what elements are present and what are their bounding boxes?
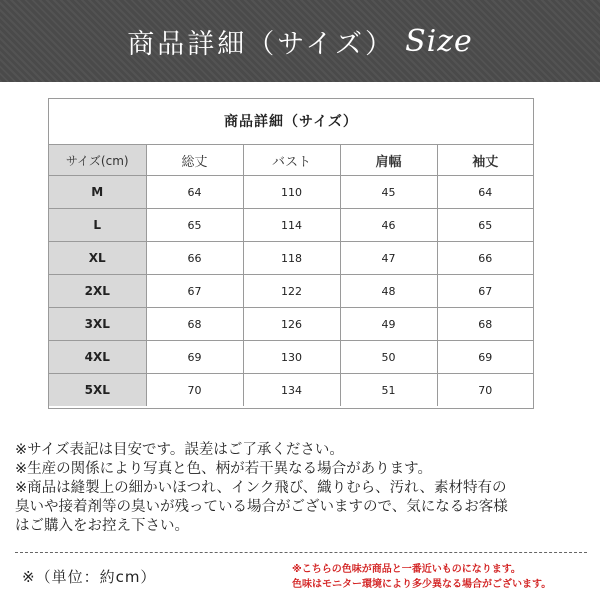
size-cell: 3XL — [49, 308, 146, 341]
table-cell: 126 — [243, 308, 340, 341]
size-cell: M — [49, 176, 146, 209]
table-cell: 45 — [340, 176, 437, 209]
table-row — [49, 374, 533, 407]
color-note-line: 色味はモニター環境により多少異なる場合がございます。 — [292, 579, 552, 590]
table-cell: 114 — [243, 209, 340, 242]
table-cell: 69 — [146, 341, 243, 374]
note-line: ※サイズ表記は目安です。誤差はご了承ください。 — [15, 442, 344, 458]
table-row — [49, 242, 533, 275]
table-row — [49, 176, 533, 209]
table-cell: 70 — [146, 374, 243, 407]
notes-section — [15, 441, 590, 536]
table-cell: 134 — [243, 374, 340, 407]
size-cell: XL — [49, 242, 146, 275]
note-line: ※生産の関係により写真と色、柄が若干異なる場合があります。 — [15, 461, 432, 477]
table-row — [49, 209, 533, 242]
table-cell: 64 — [146, 176, 243, 209]
table-cell: 46 — [340, 209, 437, 242]
table-cell: 69 — [437, 341, 533, 374]
table-cell: 68 — [437, 308, 533, 341]
table-cell: 130 — [243, 341, 340, 374]
size-table — [49, 145, 533, 406]
table-cell: 68 — [146, 308, 243, 341]
banner-title: 商品詳細（サイズ） — [127, 28, 396, 60]
color-note — [292, 562, 592, 592]
size-cell: 5XL — [49, 374, 146, 407]
unit-note: ※（単位：約cm） — [22, 568, 157, 586]
table-cell: 50 — [340, 341, 437, 374]
header-size: サイズ(cm) — [49, 145, 146, 176]
size-cell: 2XL — [49, 275, 146, 308]
note-line: ※商品は縫製上の細かいほつれ、インク飛び、織りむら、汚れ、素材特有の — [15, 480, 507, 496]
table-cell: 110 — [243, 176, 340, 209]
size-cell: 4XL — [49, 341, 146, 374]
table-row — [49, 341, 533, 374]
note-line: はご購入をお控え下さい。 — [15, 518, 189, 534]
header-shoulder: 肩幅 — [340, 145, 437, 176]
table-cell: 118 — [243, 242, 340, 275]
table-cell: 122 — [243, 275, 340, 308]
table-cell: 67 — [146, 275, 243, 308]
table-cell: 65 — [437, 209, 533, 242]
size-cell: L — [49, 209, 146, 242]
table-cell: 70 — [437, 374, 533, 407]
table-row — [49, 308, 533, 341]
header-bust: バスト — [243, 145, 340, 176]
title-banner — [0, 0, 600, 82]
table-header-row — [49, 145, 533, 176]
banner-script-title: Size — [405, 23, 473, 59]
size-table-container — [48, 98, 534, 409]
note-line: 臭いや接着剤等の臭いが残っている場合がございますので、気になるお客様 — [15, 499, 508, 515]
dashed-divider — [15, 552, 587, 553]
table-row — [49, 275, 533, 308]
table-cell: 64 — [437, 176, 533, 209]
header-sleeve: 袖丈 — [437, 145, 533, 176]
table-cell: 66 — [437, 242, 533, 275]
header-length: 総丈 — [146, 145, 243, 176]
table-cell: 65 — [146, 209, 243, 242]
table-cell: 67 — [437, 275, 533, 308]
table-cell: 49 — [340, 308, 437, 341]
color-note-line: ※こちらの色味が商品と一番近いものになります。 — [292, 564, 521, 575]
table-cell: 48 — [340, 275, 437, 308]
table-cell: 51 — [340, 374, 437, 407]
table-caption: 商品詳細（サイズ） — [49, 99, 533, 145]
table-cell: 66 — [146, 242, 243, 275]
table-cell: 47 — [340, 242, 437, 275]
